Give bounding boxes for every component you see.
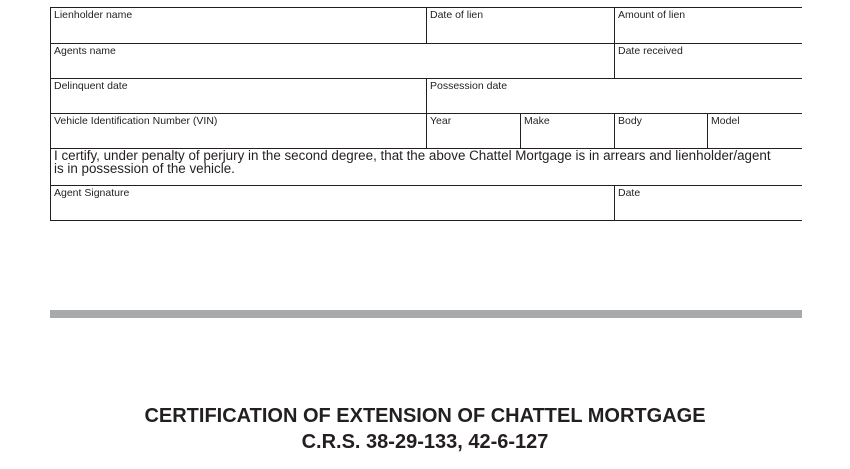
form-row-lienholder [51, 8, 801, 44]
amount-of-lien-label: Amount of lien [618, 9, 686, 21]
certification-text: I certify, under penalty of perjury in the second degree, that the above Chattel Mortgage is in arrears and lienholder/agent is in possession of the vehicle. [54, 148, 771, 176]
vin-input[interactable] [53, 128, 424, 146]
signature-date-input[interactable] [617, 200, 801, 218]
form-row-certification [51, 149, 801, 186]
model-input[interactable] [710, 128, 801, 146]
model-field[interactable] [708, 114, 803, 148]
lienholder-name-field[interactable] [51, 8, 427, 43]
date-of-lien-label: Date of lien [430, 9, 484, 21]
agent-signature-label: Agent Signature [54, 187, 130, 199]
form-row-signature [51, 186, 801, 220]
body-field[interactable] [615, 114, 708, 148]
make-input[interactable] [523, 128, 612, 146]
agents-name-label: Agents name [54, 45, 116, 57]
year-label: Year [430, 115, 452, 127]
date-received-input[interactable] [617, 58, 801, 76]
signature-date-label: Date [618, 187, 641, 199]
lienholder-name-label: Lienholder name [54, 9, 133, 21]
certification-statement [51, 149, 803, 185]
date-received-field[interactable] [615, 44, 803, 78]
agents-name-field[interactable] [51, 44, 615, 78]
delinquent-date-label: Delinquent date [54, 80, 128, 92]
chattel-mortgage-form [50, 7, 802, 221]
agent-signature-field[interactable] [51, 186, 615, 220]
form-row-agent [51, 44, 801, 79]
delinquent-date-field[interactable] [51, 79, 427, 113]
form-row-dates [51, 79, 801, 114]
make-field[interactable] [521, 114, 615, 148]
form-row-vehicle [51, 114, 801, 149]
possession-date-label: Possession date [430, 80, 508, 92]
year-field[interactable] [427, 114, 521, 148]
model-label: Model [711, 115, 740, 127]
body-label: Body [618, 115, 642, 127]
section-divider [50, 310, 802, 318]
signature-date-field[interactable] [615, 186, 803, 220]
amount-of-lien-field[interactable] [615, 8, 803, 43]
year-input[interactable] [429, 128, 518, 146]
possession-date-field[interactable] [427, 79, 803, 113]
possession-date-input[interactable] [429, 93, 801, 111]
body-input[interactable] [617, 128, 705, 146]
date-of-lien-field[interactable] [427, 8, 615, 43]
lienholder-name-input[interactable] [53, 22, 424, 41]
date-received-label: Date received [618, 45, 683, 57]
delinquent-date-input[interactable] [53, 93, 424, 111]
amount-of-lien-input[interactable] [617, 22, 801, 41]
date-of-lien-input[interactable] [429, 22, 612, 41]
make-label: Make [524, 115, 550, 127]
vin-field[interactable] [51, 114, 427, 148]
agent-signature-input[interactable] [53, 200, 612, 218]
vin-label: Vehicle Identification Number (VIN) [54, 115, 218, 127]
section-subtitle-statute: C.R.S. 38-29-133, 42-6-127 [301, 431, 549, 453]
agents-name-input[interactable] [53, 58, 612, 76]
section-title: CERTIFICATION OF EXTENSION OF CHATTEL MORTGAGE [144, 405, 706, 427]
